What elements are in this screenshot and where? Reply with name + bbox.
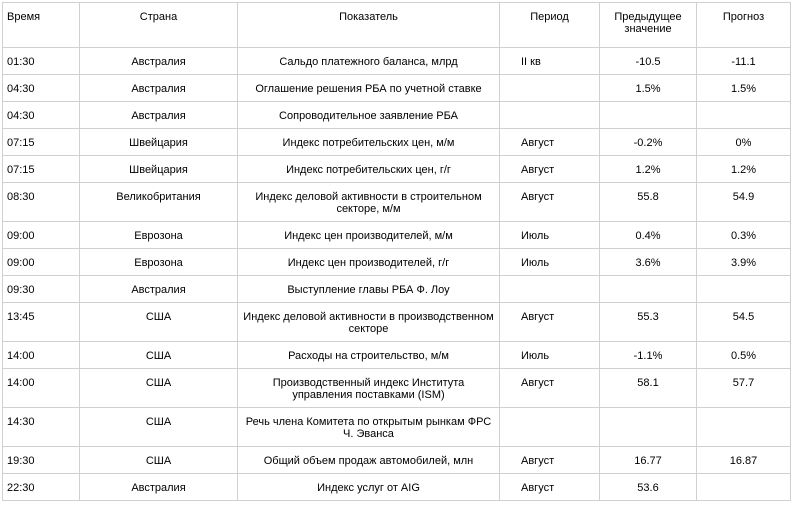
cell-forecast: 1.2% [697,156,791,183]
cell-country: США [80,303,238,342]
cell-previous: 1.5% [600,75,697,102]
table-row [3,129,791,156]
cell-forecast: 16.87 [697,447,791,474]
cell-indicator: Расходы на строительство, м/м [238,342,500,369]
cell-forecast [697,474,791,501]
cell-previous: 1.2% [600,156,697,183]
cell-previous [600,102,697,129]
cell-period [500,102,600,129]
economic-calendar-table [2,2,791,501]
cell-forecast: 54.9 [697,183,791,222]
cell-country: США [80,369,238,408]
cell-time: 09:00 [3,222,80,249]
cell-time: 09:30 [3,276,80,303]
cell-time: 09:00 [3,249,80,276]
cell-previous: 0.4% [600,222,697,249]
cell-period: Август [500,474,600,501]
table-row [3,222,791,249]
table-row [3,447,791,474]
header-country: Страна [80,3,238,48]
cell-forecast: 1.5% [697,75,791,102]
cell-time: 07:15 [3,129,80,156]
table-row [3,75,791,102]
table-row [3,474,791,501]
cell-indicator: Общий объем продаж автомобилей, млн [238,447,500,474]
cell-country: Австралия [80,75,238,102]
cell-time: 04:30 [3,75,80,102]
cell-forecast [697,102,791,129]
cell-previous: -10.5 [600,48,697,75]
table-row [3,249,791,276]
table-row [3,276,791,303]
cell-country: Еврозона [80,249,238,276]
cell-period [500,408,600,447]
cell-time: 19:30 [3,447,80,474]
cell-period: II кв [500,48,600,75]
cell-indicator: Выступление главы РБА Ф. Лоу [238,276,500,303]
cell-forecast: 0.5% [697,342,791,369]
cell-forecast: -11.1 [697,48,791,75]
cell-country: Австралия [80,48,238,75]
header-forecast: Прогноз [697,3,791,48]
cell-previous [600,408,697,447]
cell-indicator: Производственный индекс Института управления поставками (ISM) [238,369,500,408]
cell-time: 14:00 [3,369,80,408]
cell-indicator: Сопроводительное заявление РБА [238,102,500,129]
table-header-row [3,3,791,48]
cell-period: Август [500,156,600,183]
table-body [3,48,791,501]
cell-previous: 55.8 [600,183,697,222]
cell-indicator: Речь члена Комитета по открытым рынкам ФРС Ч. Эванса [238,408,500,447]
cell-forecast [697,276,791,303]
table-row [3,369,791,408]
cell-previous: -1.1% [600,342,697,369]
table-row [3,342,791,369]
cell-period: Август [500,447,600,474]
cell-time: 13:45 [3,303,80,342]
cell-previous: 3.6% [600,249,697,276]
cell-previous: -0.2% [600,129,697,156]
cell-indicator: Сальдо платежного баланса, млрд [238,48,500,75]
cell-country: Швейцария [80,156,238,183]
calendar-table-wrapper [2,2,791,501]
cell-time: 22:30 [3,474,80,501]
cell-time: 01:30 [3,48,80,75]
cell-forecast [697,408,791,447]
cell-forecast: 0.3% [697,222,791,249]
cell-country: США [80,342,238,369]
cell-country: США [80,447,238,474]
cell-time: 04:30 [3,102,80,129]
cell-country: Еврозона [80,222,238,249]
cell-country: Великобритания [80,183,238,222]
cell-period [500,75,600,102]
cell-time: 14:00 [3,342,80,369]
table-row [3,183,791,222]
table-row [3,48,791,75]
cell-previous: 58.1 [600,369,697,408]
cell-period: Июль [500,222,600,249]
header-time: Время [3,3,80,48]
cell-indicator: Индекс услуг от AIG [238,474,500,501]
header-period: Период [500,3,600,48]
cell-indicator: Индекс цен производителей, м/м [238,222,500,249]
cell-previous: 55.3 [600,303,697,342]
cell-indicator: Индекс потребительских цен, м/м [238,129,500,156]
cell-indicator: Индекс деловой активности в строительном секторе, м/м [238,183,500,222]
cell-period: Июль [500,249,600,276]
cell-country: Австралия [80,276,238,303]
table-row [3,156,791,183]
header-previous: Предыдущее значение [600,3,697,48]
cell-country: Австралия [80,102,238,129]
cell-period: Август [500,183,600,222]
cell-previous [600,276,697,303]
cell-period: Август [500,369,600,408]
cell-period [500,276,600,303]
cell-indicator: Оглашение решения РБА по учетной ставке [238,75,500,102]
cell-forecast: 57.7 [697,369,791,408]
cell-country: Австралия [80,474,238,501]
cell-country: Швейцария [80,129,238,156]
cell-indicator: Индекс цен производителей, г/г [238,249,500,276]
cell-period: Август [500,129,600,156]
header-indicator: Показатель [238,3,500,48]
table-row [3,408,791,447]
cell-previous: 53.6 [600,474,697,501]
cell-country: США [80,408,238,447]
cell-period: Июль [500,342,600,369]
cell-indicator: Индекс потребительских цен, г/г [238,156,500,183]
table-row [3,102,791,129]
table-row [3,303,791,342]
cell-time: 14:30 [3,408,80,447]
cell-time: 07:15 [3,156,80,183]
cell-time: 08:30 [3,183,80,222]
cell-forecast: 0% [697,129,791,156]
cell-previous: 16.77 [600,447,697,474]
cell-period: Август [500,303,600,342]
cell-forecast: 3.9% [697,249,791,276]
cell-indicator: Индекс деловой активности в производственном секторе [238,303,500,342]
cell-forecast: 54.5 [697,303,791,342]
